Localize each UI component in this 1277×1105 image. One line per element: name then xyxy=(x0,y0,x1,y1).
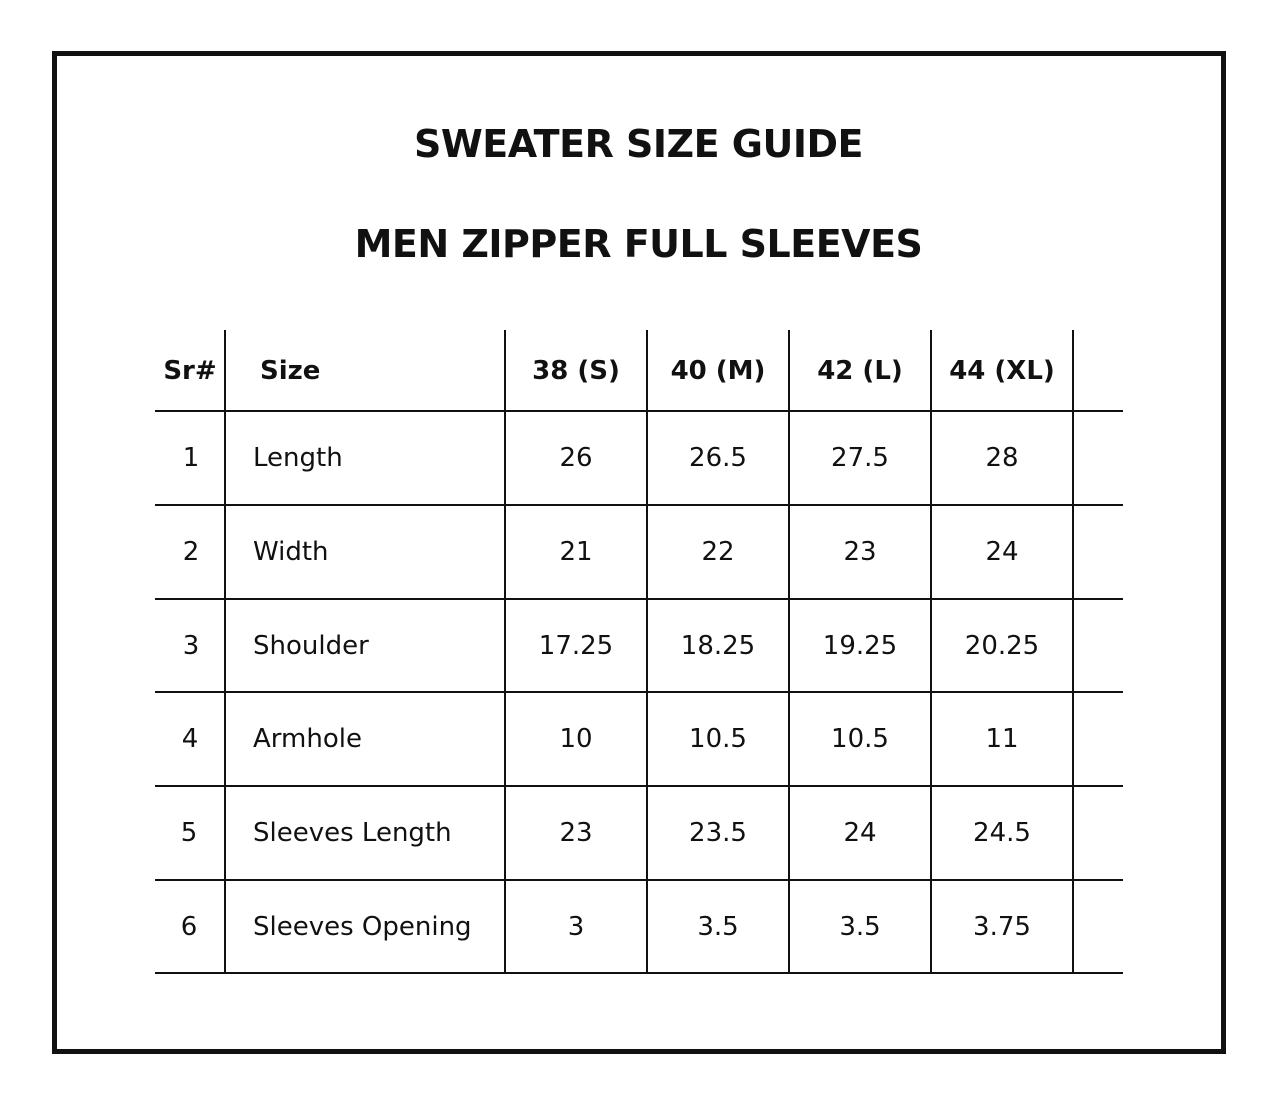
header-sr: Sr# xyxy=(163,355,217,386)
header-38-s: 38 (S) xyxy=(532,355,620,386)
table-cell: 3.75 xyxy=(973,911,1031,942)
table-cell: 10.5 xyxy=(689,724,747,754)
header-42-l: 42 (L) xyxy=(817,355,903,386)
page-title: SWEATER SIZE GUIDE xyxy=(413,122,863,166)
header-40-m: 40 (M) xyxy=(670,355,766,386)
table-row-divider xyxy=(155,972,1123,974)
page-subtitle: MEN ZIPPER FULL SLEEVES xyxy=(354,222,923,266)
table-cell: 24.5 xyxy=(973,818,1031,848)
table-cell: 23.5 xyxy=(689,818,747,848)
row-number: 6 xyxy=(180,911,198,942)
measurement-label: Length xyxy=(253,443,343,473)
table-cell: 28 xyxy=(985,443,1019,473)
table-cell: 19.25 xyxy=(822,630,898,661)
table-cell: 10 xyxy=(559,724,593,754)
measurement-label: Armhole xyxy=(253,724,362,754)
table-cell: 20.25 xyxy=(964,630,1040,661)
table-cell: 26 xyxy=(559,443,593,473)
table-cell: 24 xyxy=(985,537,1019,567)
table-cell: 10.5 xyxy=(831,724,889,754)
table-divider xyxy=(1072,330,1074,973)
row-number: 4 xyxy=(181,724,199,754)
header-size: Size xyxy=(260,355,321,386)
table-cell: 18.25 xyxy=(680,630,756,661)
table-cell: 21 xyxy=(559,537,593,567)
table-cell: 23 xyxy=(843,537,877,567)
table-cell: 11 xyxy=(985,724,1019,754)
table-cell: 3 xyxy=(567,911,585,942)
table-cell: 22 xyxy=(701,537,735,567)
row-number: 3 xyxy=(182,630,200,661)
row-number: 2 xyxy=(182,537,200,567)
measurement-label: Width xyxy=(253,537,329,567)
measurement-label: Shoulder xyxy=(253,630,369,661)
table-cell: 3.5 xyxy=(697,911,739,942)
row-number: 1 xyxy=(182,443,200,473)
size-table xyxy=(155,330,1123,974)
table-cell: 27.5 xyxy=(831,443,889,473)
measurement-label: Sleeves Opening xyxy=(253,911,472,942)
table-cell: 26.5 xyxy=(689,443,747,473)
table-cell: 24 xyxy=(843,818,877,848)
header-44-xl: 44 (XL) xyxy=(949,355,1055,386)
table-cell: 17.25 xyxy=(538,630,614,661)
row-number: 5 xyxy=(180,818,198,848)
table-cell: 23 xyxy=(559,818,593,848)
measurement-label: Sleeves Length xyxy=(253,818,452,848)
table-cell: 3.5 xyxy=(839,911,881,942)
